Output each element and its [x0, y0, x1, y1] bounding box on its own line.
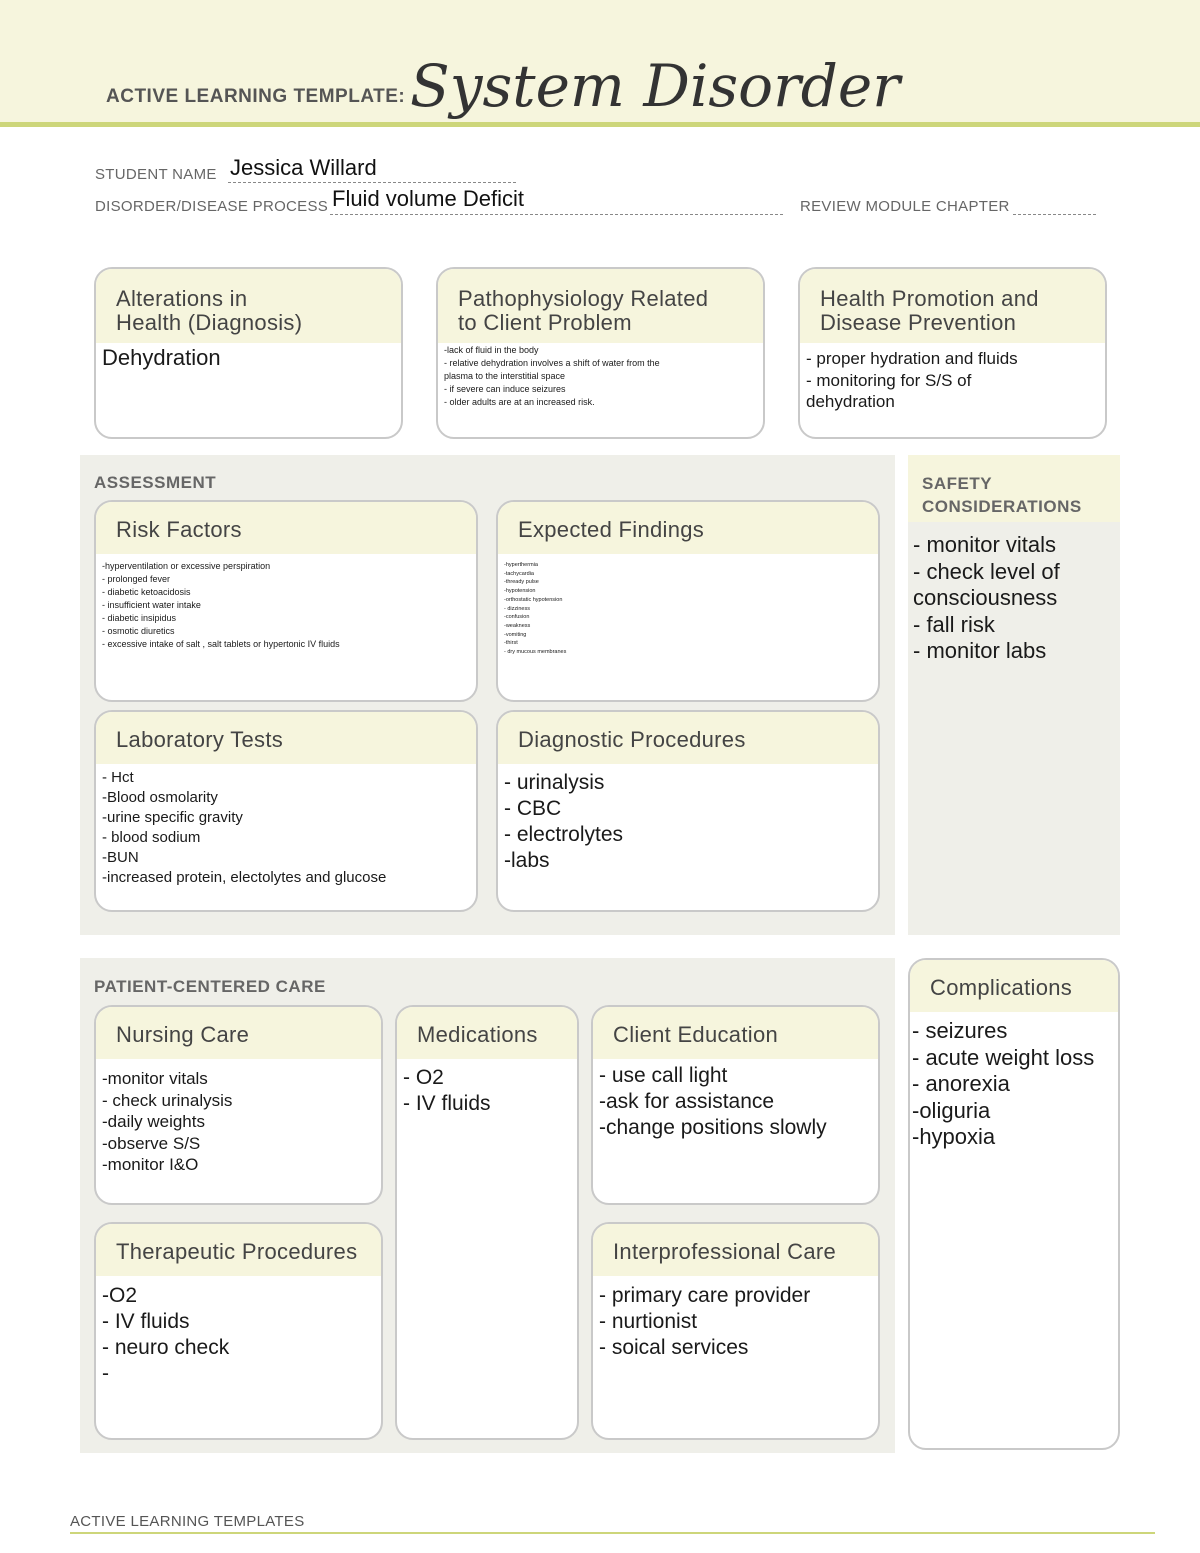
template-label: ACTIVE LEARNING TEMPLATE: — [106, 86, 406, 107]
disorder-label: DISORDER/DISEASE PROCESS — [95, 198, 329, 215]
nursing-care-card — [94, 1005, 383, 1205]
expected-findings-card — [496, 500, 880, 702]
medications-body[interactable]: - O2 - IV fluids — [403, 1066, 491, 1115]
safety-body[interactable]: - monitor vitals - check level of consciousness - fall risk - monitor labs — [913, 532, 1060, 663]
interprofessional-care-card — [591, 1222, 880, 1440]
complications-body[interactable]: - seizures - acute weight loss - anorexia -oliguria -hypoxia — [912, 1018, 1095, 1149]
footer-label: ACTIVE LEARNING TEMPLATES — [70, 1513, 305, 1530]
risk-factors-title: Risk Factors — [96, 502, 476, 554]
risk-factors-body[interactable]: -hyperventilation or excessive perspiration - prolonged fever - diabetic ketoacidosis - insufficient water intake - diabetic insipidus - osmotic diuretics - excessive intake of salt , salt tablets or hypertonic IV fluids — [102, 561, 340, 649]
medications-card — [395, 1005, 579, 1440]
therapeutic-procedures-card — [94, 1222, 383, 1440]
medications-title: Medications — [397, 1007, 577, 1059]
pathophysiology-title: Pathophysiology Related to Client Problem — [438, 269, 763, 343]
expected-findings-body[interactable]: -hyperthermia -tachycardia -thready pulse -hypotension -orthostatic hypotension - dizziness -confusion -weakness -vomiting -thirst - dry mucous membranes — [504, 562, 567, 656]
client-education-title: Client Education — [593, 1007, 878, 1059]
interprofessional-care-body[interactable]: - primary care provider - nurtionist - soical services — [599, 1284, 811, 1359]
review-module-line[interactable] — [1013, 212, 1096, 215]
complications-title: Complications — [910, 960, 1118, 1012]
disorder-value[interactable]: Fluid volume Deficit — [332, 186, 524, 211]
alterations-body[interactable]: Dehydration — [102, 345, 221, 370]
therapeutic-procedures-title: Therapeutic Procedures — [96, 1224, 381, 1276]
safety-section — [908, 455, 1120, 935]
interprofessional-care-title: Interprofessional Care — [593, 1224, 878, 1276]
student-name-label: STUDENT NAME — [95, 166, 217, 183]
risk-factors-card — [94, 500, 478, 702]
pathophysiology-body[interactable]: -lack of fluid in the body - relative dehydration involves a shift of water from the plasma to the interstitial space - if severe can induce seizures - older adults are at an increased risk. — [444, 345, 660, 407]
safety-title: SAFETY CONSIDERATIONS — [922, 474, 1082, 516]
client-education-card — [591, 1005, 880, 1205]
diagnostic-procedures-card — [496, 710, 880, 912]
diagnostic-procedures-title: Diagnostic Procedures — [498, 712, 878, 764]
laboratory-tests-body[interactable]: - Hct -Blood osmolarity -urine specific gravity - blood sodium -BUN -increased protein, electolytes and glucose — [102, 769, 387, 886]
nursing-care-title: Nursing Care — [96, 1007, 381, 1059]
diagnostic-procedures-body[interactable]: - urinalysis - CBC - electrolytes -labs — [504, 771, 624, 872]
laboratory-tests-card — [94, 710, 478, 912]
header-rule — [0, 122, 1200, 127]
assessment-title: ASSESSMENT — [94, 473, 217, 492]
therapeutic-procedures-body[interactable]: -O2 - IV fluids - neuro check - — [102, 1284, 230, 1385]
health-promotion-body[interactable]: - proper hydration and fluids - monitoring for S/S of dehydration — [806, 349, 1018, 411]
pathophysiology-card — [436, 267, 765, 439]
complications-card — [908, 958, 1120, 1450]
disorder-line — [330, 212, 783, 215]
laboratory-tests-title: Laboratory Tests — [96, 712, 476, 764]
patient-care-title: PATIENT-CENTERED CARE — [94, 977, 326, 996]
health-promotion-card — [798, 267, 1107, 439]
nursing-care-body[interactable]: -monitor vitals - check urinalysis -daily weights -observe S/S -monitor I&O — [102, 1069, 233, 1174]
alterations-card — [94, 267, 403, 439]
page-title: System Disorder — [410, 52, 900, 120]
expected-findings-title: Expected Findings — [498, 502, 878, 554]
review-module-label: REVIEW MODULE CHAPTER — [800, 198, 1010, 215]
footer-rule — [70, 1532, 1155, 1534]
alterations-title: Alterations in Health (Diagnosis) — [96, 269, 401, 343]
student-name-value[interactable]: Jessica Willard — [230, 155, 377, 180]
client-education-body[interactable]: - use call light -ask for assistance -change positions slowly — [599, 1064, 827, 1139]
health-promotion-title: Health Promotion and Disease Prevention — [800, 269, 1105, 343]
